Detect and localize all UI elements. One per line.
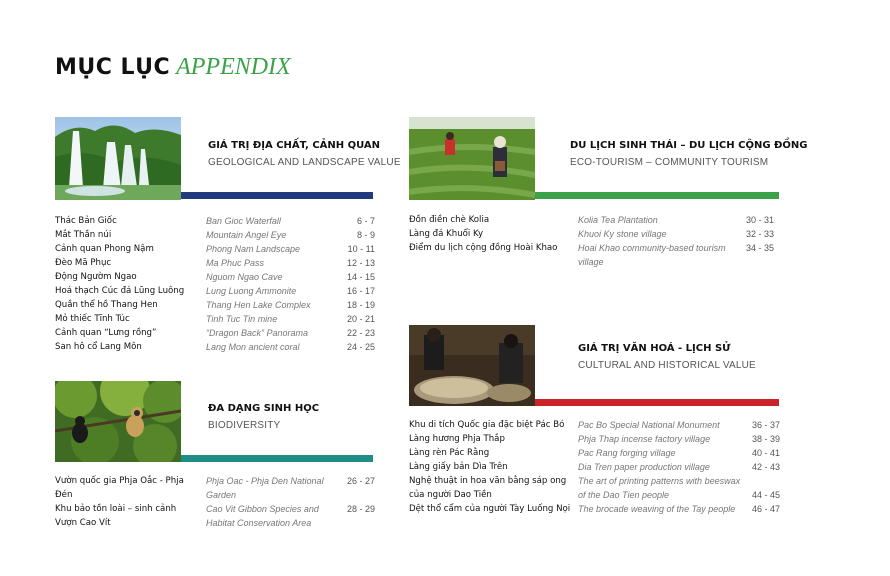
entry-pages: 20 - 21 [346,314,375,324]
entry-en: Phja Thap incense factory village [578,434,711,444]
entry-pages: 22 - 23 [346,328,375,338]
entry-vi: Động Ngườm Ngao [55,272,137,282]
entry-vi: Mỏ thiếc Tĩnh Túc [55,314,130,324]
entry-pages: 46 - 47 [751,504,780,514]
section-divider-navy [181,192,373,199]
entry-pages: 26 - 27 [346,476,375,486]
section-title-en: ECO-TOURISM – COMMUNITY TOURISM [570,157,769,168]
entry-vi: Vườn quốc gia Phja Oắc - Phja Đén [55,476,184,500]
entry-en: Lang Mon ancient coral [206,342,300,352]
entry-pages: 8 - 9 [356,230,375,240]
toc-entry[interactable] [55,284,375,298]
toc-entry[interactable] [409,227,774,241]
title-en: APPENDIX [176,54,291,80]
section-title-en: GEOLOGICAL AND LANDSCAPE VALUE [208,157,401,168]
section-title-vi: GIÁ TRỊ ĐỊA CHẤT, CẢNH QUAN [208,140,381,151]
incense-making-photo [409,325,535,406]
entry-pages: 36 - 37 [751,420,780,430]
entry-pages: 32 - 33 [745,229,774,239]
toc-list-culture [409,418,780,516]
entry-en: Nguom Ngao Cave [206,272,283,282]
entry-pages: 12 - 13 [346,258,375,268]
section-title-vi: DU LỊCH SINH THÁI – DU LỊCH CỘNG ĐỒNG [570,140,808,151]
toc-entry[interactable] [409,460,780,474]
entry-pages: 34 - 35 [745,243,774,253]
toc-entry[interactable] [55,326,375,340]
entry-pages: 30 - 31 [745,215,774,225]
gibbon-photo [55,381,181,462]
entry-vi: Đèo Mã Phục [55,258,112,268]
toc-entry[interactable] [409,474,780,502]
toc-entry[interactable] [55,270,375,284]
entry-en: The art of printing patterns with beeswax of the Dao Tien people [578,476,741,500]
title-vi: MỤC LỤC [55,55,171,80]
entry-en: Mountain Angel Eye [206,230,287,240]
entry-pages: 14 - 15 [346,272,375,282]
entry-en: Phong Nam Landscape [206,244,301,254]
entry-vi: Dệt thổ cẩm của người Tày Luống Nọi [409,504,571,514]
entry-en: Ma Phuc Pass [206,258,265,268]
page-title [55,54,291,81]
toc-entry[interactable] [409,213,774,227]
entry-pages: 10 - 11 [347,244,375,254]
entry-en: Cao Vit Gibbon Species and Habitat Conservation Area [206,504,319,528]
entry-pages: 18 - 19 [346,300,375,310]
entry-vi: Mắt Thần núi [55,230,112,240]
entry-pages: 16 - 17 [346,286,375,296]
section-header-eco-tourism [570,140,807,168]
tea-plantation-photo [409,117,535,200]
entry-vi: Cảnh quan Phong Nậm [55,244,154,254]
toc-entry[interactable] [55,298,375,312]
toc-list-biodiversity [55,474,375,530]
entry-en: Hoai Khao community-based tourism village [578,243,726,267]
entry-pages: 6 - 7 [356,216,375,226]
entry-pages: 42 - 43 [751,462,780,472]
entry-en: Pac Bo Special National Monument [578,420,720,430]
toc-entry[interactable] [409,432,780,446]
entry-en: Khuoi Ky stone village [578,229,667,239]
entry-en: “Dragon Back” Panorama [206,328,309,338]
entry-en: Phja Oac - Phja Den National Garden [206,476,324,500]
section-header-biodiversity [208,403,319,431]
toc-list-geology [55,214,375,354]
entry-en: Tinh Tuc Tin mine [206,314,278,324]
section-title-en: BIODIVERSITY [208,420,281,431]
entry-vi: Làng rèn Pác Rằng [409,448,490,458]
entry-pages: 24 - 25 [346,342,375,352]
entry-vi: Làng hương Phja Thắp [409,434,505,444]
entry-vi: Khu di tích Quốc gia đặc biệt Pác Bó [409,420,565,430]
entry-vi: San hô cổ Lang Môn [55,342,142,352]
toc-entry[interactable] [55,502,375,530]
toc-entry[interactable] [55,312,375,326]
section-title-vi: ĐA DẠNG SINH HỌC [208,403,320,414]
toc-entry[interactable] [55,340,375,354]
toc-list-eco-tourism [409,213,774,269]
entry-en: The brocade weaving of the Tay people [578,504,736,514]
toc-entry[interactable] [409,446,780,460]
entry-pages: 44 - 45 [751,490,780,500]
section-title-en: CULTURAL AND HISTORICAL VALUE [578,360,756,371]
section-header-culture [578,343,756,371]
section-header-geology [208,140,401,168]
entry-en: Dia Tren paper production village [578,462,710,472]
toc-entry[interactable] [55,256,375,270]
toc-entry[interactable] [55,228,375,242]
toc-entry[interactable] [409,502,780,516]
toc-entry[interactable] [409,241,774,269]
section-divider-teal [181,455,373,462]
entry-pages: 28 - 29 [346,504,375,514]
entry-en: Thang Hen Lake Complex [206,300,311,310]
entry-vi: Quần thể hồ Thang Hen [55,300,158,310]
entry-vi: Điểm du lịch cộng đồng Hoài Khao [409,243,558,253]
entry-en: Lung Luong Ammonite [206,286,297,296]
section-divider-green [535,192,779,199]
entry-en: Ban Gioc Waterfall [206,216,281,226]
waterfall-photo [55,117,181,200]
entry-vi: Hoá thạch Cúc đá Lũng Luông [55,286,185,296]
section-title-vi: GIÁ TRỊ VĂN HOÁ - LỊCH SỬ [578,343,731,354]
toc-entry[interactable] [55,214,375,228]
toc-entry[interactable] [55,474,375,502]
entry-pages: 38 - 39 [751,434,780,444]
entry-pages: 40 - 41 [751,448,780,458]
toc-entry[interactable] [409,418,780,432]
entry-en: Kolia Tea Plantation [578,215,658,225]
entry-vi: Cảnh quan “Lưng rồng” [55,328,157,338]
entry-vi: Làng giấy bản Dìa Trên [409,462,508,472]
entry-vi: Thác Bản Giốc [55,216,117,226]
entry-vi: Nghệ thuật in hoa văn bằng sáp ong của người Dao Tiền [409,476,567,500]
entry-vi: Đồn điền chè Kolia [409,215,490,225]
section-divider-red [535,399,779,406]
entry-vi: Khu bảo tồn loài – sinh cảnh Vượn Cao Vít [55,504,177,528]
toc-entry[interactable] [55,242,375,256]
entry-vi: Làng đá Khuổi Ky [409,229,484,239]
entry-en: Pac Rang forging village [578,448,676,458]
